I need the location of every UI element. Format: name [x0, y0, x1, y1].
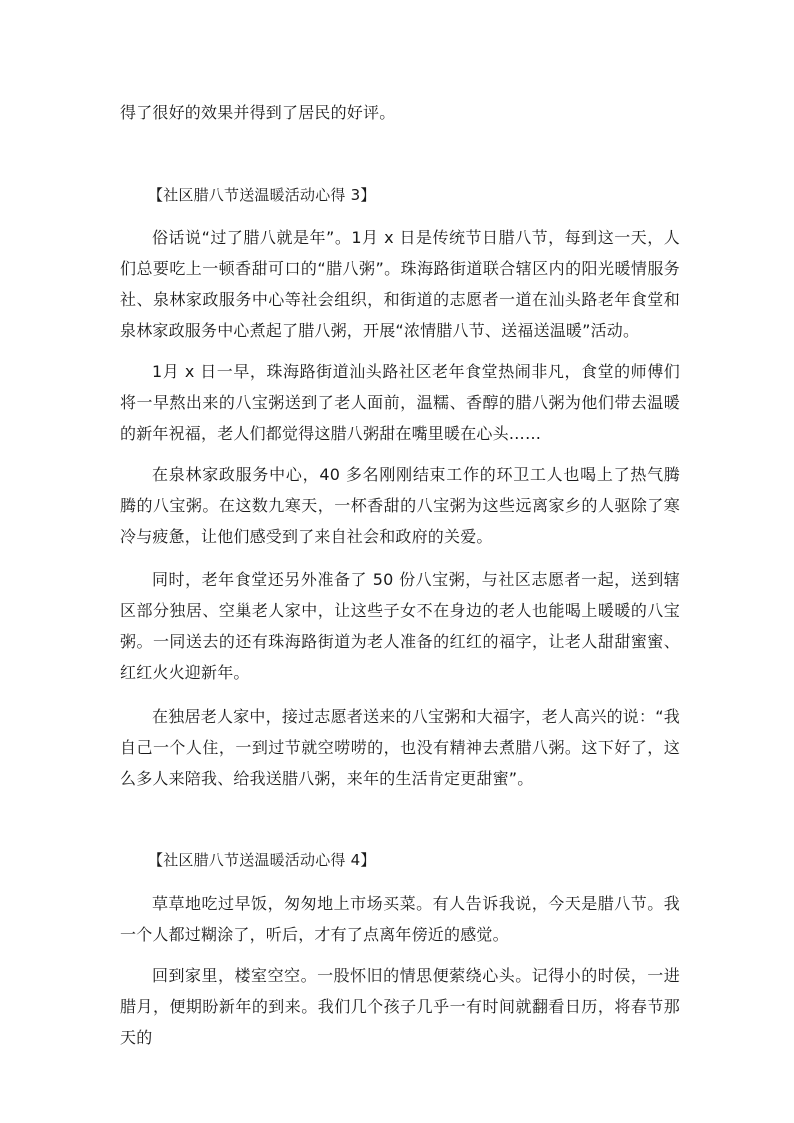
section-3-paragraph-1	[120, 222, 680, 346]
intro-tail-block	[120, 97, 680, 128]
section-3-paragraph-2	[120, 356, 680, 449]
paragraph-text: 在独居老人家中，接过志愿者送来的八宝粥和大福字，老人高兴的说：“我自己一个人住，一到过节就空唠唠的，也没有精神去煮腊八粥。这下好了，这么多人来陪我、给我送腊八粥，来年的生活肯定更甜蜜”。	[120, 707, 680, 788]
paragraph-text: 回到家里，楼室空空。一股怀旧的情思便萦绕心头。记得小的时侯，一进腊月，便期盼新年的到来。我们几个孩子几乎一有时间就翻看日历，将春节那天的	[120, 966, 680, 1047]
section-4-paragraph-1	[120, 888, 680, 950]
paragraph-text: 1月 x 日一早，珠海路街道汕头路社区老年食堂热闹非凡，食堂的师傅们将一早熬出来的八宝粥送到了老人面前，温糯、香醇的腊八粥为他们带去温暖的新年祝福，老人们都觉得这腊八粥甜在嘴里暖在心头……	[120, 362, 680, 443]
section-3-paragraph-4	[120, 564, 680, 688]
paragraph-text: 俗话说“过了腊八就是年”。1月 x 日是传统节日腊八节，每到这一天，人们总要吃上一顿香甜可口的“腊八粥”。珠海路街道联合辖区内的阳光暖情服务社、泉林家政服务中心等社会组织，和街道的志愿者一道在汕头路老年食堂和泉林家政服务中心煮起了腊八粥，开展“浓情腊八节、送福送温暖”活动。	[120, 228, 680, 340]
section-3-paragraph-5	[120, 701, 680, 794]
intro-tail-text: 得了很好的效果并得到了居民的好评。	[120, 103, 396, 122]
section-3-heading: 【社区腊八节送温暖活动心得 3】	[148, 186, 376, 204]
paragraph-text: 同时，老年食堂还另外准备了 50 份八宝粥，与社区志愿者一起，送到辖区部分独居、空巢老人家中，让这些子女不在身边的老人也能喝上暖暖的八宝粥。一同送去的还有珠海路街道为老人准备的红红的福字，让老人甜甜蜜蜜、红红火火迎新年。	[120, 570, 680, 682]
paragraph-text: 草草地吃过早饭，匆匆地上市场买菜。有人告诉我说，今天是腊八节。我一个人都过糊涂了，听后，才有了点离年傍近的感觉。	[120, 894, 680, 944]
section-4-paragraph-2	[120, 960, 680, 1053]
section-3-paragraph-3	[120, 459, 680, 552]
paragraph-text: 在泉林家政服务中心，40 多名刚刚结束工作的环卫工人也喝上了热气腾腾的八宝粥。在这数九寒天，一杯香甜的八宝粥为这些远离家乡的人驱除了寒冷与疲惫，让他们感受到了来自社会和政府的关爱。	[120, 465, 680, 546]
section-4-heading: 【社区腊八节送温暖活动心得 4】	[148, 851, 376, 869]
